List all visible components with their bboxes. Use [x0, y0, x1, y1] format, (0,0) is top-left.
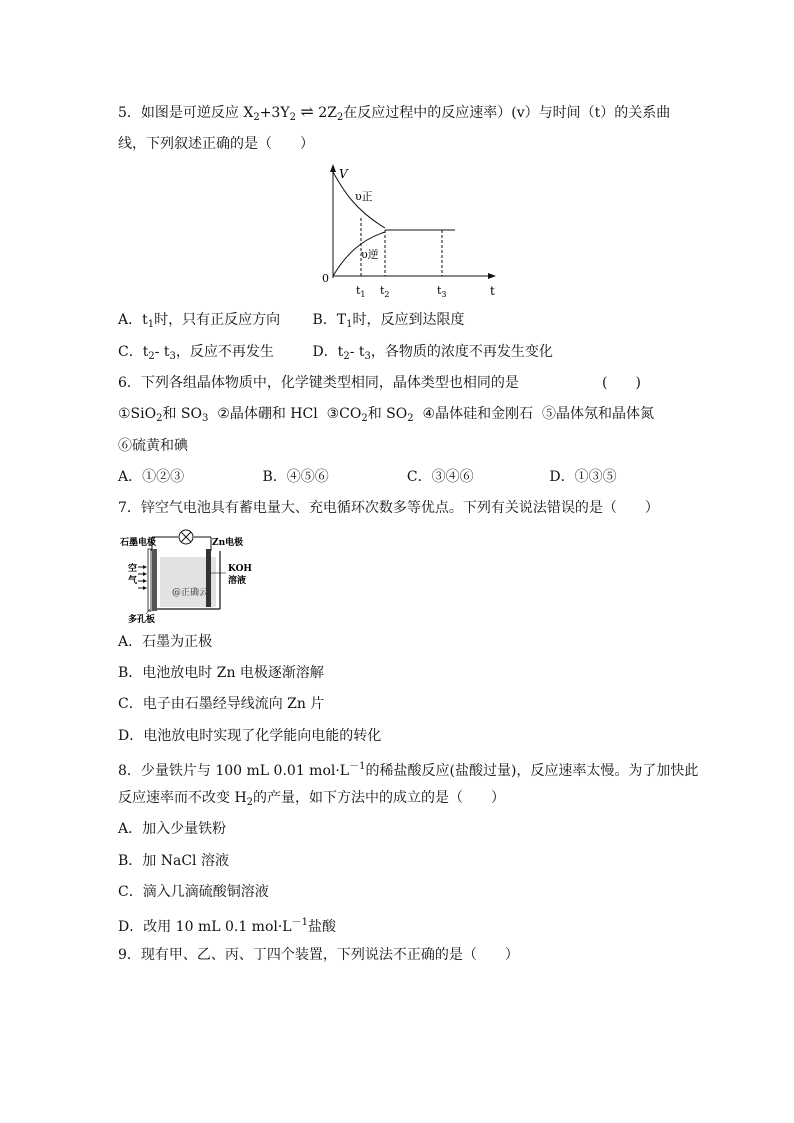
q7-option-d: D．电池放电时实现了化学能向电能的转化: [118, 728, 382, 744]
equilibrium-arrow-icon: ⇌: [300, 102, 314, 121]
q6-option-a: A．①②③: [118, 469, 185, 485]
t-axis-arrowhead: [488, 273, 496, 279]
q8-stem-line2: 反应速率而不改变 $H_2$的产量，如下方法中的成立的是（ ）: [118, 790, 506, 808]
q5-option-a: A．$t_1$时，只有正反应方向: [118, 312, 281, 330]
v-axis-label: V: [339, 167, 348, 181]
subscript: 2: [289, 112, 296, 123]
q6-option-b: B．④⑤⑥: [262, 469, 329, 485]
q7-zinc-air-cell-diagram: [118, 523, 278, 628]
reverse-label: υ逆: [361, 248, 379, 261]
q9-stem: 9．现有甲、乙、丙、丁四个装置，下列说法不正确的是（ ）: [118, 947, 519, 963]
q5-stem-part: 2Z: [318, 105, 337, 121]
q6-stem: 6．下列各组晶体物质中，化学键类型相同，晶体类型也相同的是 ( ): [118, 375, 641, 391]
q6-item-1: ①SiO$_2$和 $SO_3$: [118, 406, 209, 424]
q5-stem-part: 在反应过程中的反应速率）(v）与时间（t）的关系曲: [343, 105, 671, 121]
q5-rate-time-graph: [315, 160, 505, 300]
zn-electrode: [206, 549, 211, 607]
solution-label: 溶液: [228, 576, 247, 586]
q5-stem-part: 5．如图是可逆反应 X: [118, 105, 254, 121]
q8-stem-line1: 8．少量铁片与 100 mL 0.01 $mol\cdot L^{-1}$的稀盐酸反应(盐酸过量)，反应速率太慢。为了加快此: [118, 761, 699, 779]
q6-options: [118, 467, 617, 487]
q7-stem: 7．锌空气电池具有蓄电量大、充电循环次数多等优点。下列有关说法错误的是（ ）: [118, 500, 659, 516]
air-label: 空: [128, 564, 138, 574]
porous-plate: [148, 549, 151, 611]
q8-option-d: D．改用 10 mL 0.1 $mol\cdot L^{-1}$盐酸: [118, 917, 336, 935]
t-axis-label: t: [490, 284, 495, 298]
q5-stem-part: +3Y: [259, 105, 290, 121]
q5-option-b: B．$T_1$时，反应到达限度: [312, 312, 465, 330]
q6-item-6: ⑥硫黄和碘: [118, 438, 188, 454]
q6-item-4: ④晶体硅和金刚石: [422, 406, 534, 422]
q6-item-2: ②晶体硼和 HCl: [217, 406, 318, 422]
forward-label: υ正: [355, 190, 373, 203]
subscript: 2: [253, 112, 260, 123]
graphite-electrode: [152, 549, 157, 611]
q6-option-c: C．③④⑥: [406, 469, 474, 485]
q8-option-b: B．加 NaCl 溶液: [118, 853, 229, 869]
watermark: @正确云: [172, 588, 209, 598]
air-label: 气: [128, 576, 138, 586]
graphite-label: 石墨电极: [120, 538, 157, 548]
q5-stem-line2: 线，下列叙述正确的是（ ）: [118, 136, 314, 152]
q8-option-a: A．加入少量铁粉: [118, 821, 227, 837]
q5-options-row1: [118, 310, 464, 335]
v-axis-arrowhead: [330, 164, 336, 172]
q5-stem-line1: [118, 102, 670, 128]
q5-option-d: D．$t_2-$ $t_3$，各物质的浓度不再发生变化: [312, 344, 553, 362]
t2-label: $t_2$: [380, 284, 390, 299]
t1-label: $t_1$: [356, 284, 366, 299]
origin-label: 0: [322, 272, 329, 285]
q7-option-a: A．石墨为正极: [118, 634, 213, 650]
q6-item-5: ⑤晶体氖和晶体氮: [542, 406, 655, 422]
q7-option-c: C．电子由石墨经导线流向 Zn 片: [118, 696, 325, 712]
q5-options-row2: [118, 342, 553, 367]
q5-option-c: C．$t_2-$ $t_3$，反应不再发生: [118, 344, 274, 362]
koh-label: KOH: [228, 564, 252, 574]
t3-label: $t_3$: [437, 284, 447, 299]
plate-label: 多孔板: [128, 615, 156, 625]
q7-option-b: B．电池放电时 Zn 电极逐渐溶解: [118, 665, 324, 681]
subscript: 2: [336, 112, 344, 123]
q8-option-c: C．滴入几滴硫酸铜溶液: [118, 884, 269, 900]
zn-label: Zn电极: [212, 538, 244, 548]
q6-option-d: D．①③⑤: [549, 469, 617, 485]
q6-items-row1: [118, 404, 654, 429]
q6-item-3: $③CO_2$和 $SO_2$: [326, 406, 414, 424]
